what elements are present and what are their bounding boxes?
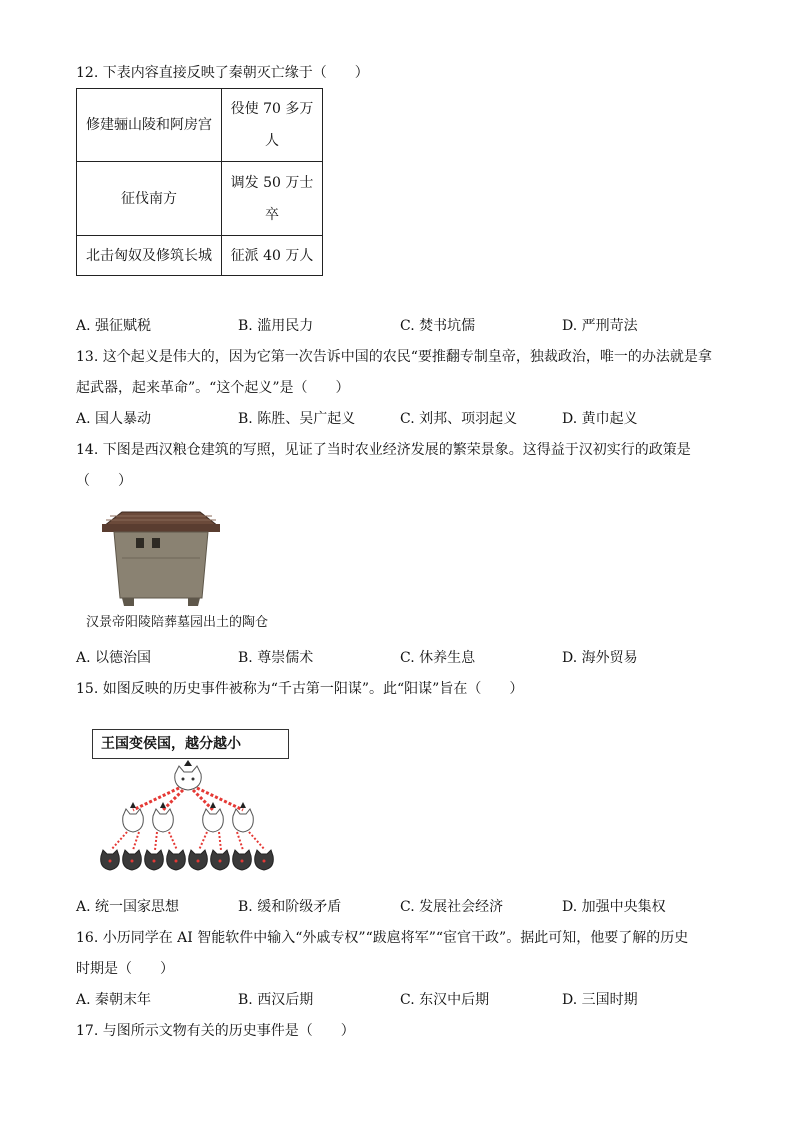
question-13-stem: 13. 这个起义是伟大的，因为它第一次告诉中国的农民“要推翻专制皇帝，独裁政治，唯一的办法就是拿 bbox=[76, 349, 712, 365]
table-cell: 征伐南方 bbox=[77, 162, 222, 236]
question-14-options bbox=[76, 648, 716, 668]
table-cell: 役使 70 多万 人 bbox=[222, 89, 323, 162]
question-12-options bbox=[76, 316, 716, 336]
granary-caption: 汉景帝阳陵陪葬墓园出土的陶仓 bbox=[86, 615, 269, 630]
option-a[interactable]: A. 统一国家思想 bbox=[76, 899, 180, 915]
option-d[interactable]: D. 严刑苛法 bbox=[562, 318, 638, 334]
question-15-options bbox=[76, 897, 716, 917]
option-c[interactable]: C. 发展社会经济 bbox=[400, 899, 504, 915]
option-c[interactable]: C. 刘邦、项羽起义 bbox=[400, 411, 518, 427]
option-a[interactable]: A. 秦朝末年 bbox=[76, 992, 152, 1008]
option-d[interactable]: D. 加强中央集权 bbox=[562, 899, 666, 915]
option-a[interactable]: A. 国人暴动 bbox=[76, 411, 152, 427]
option-a[interactable]: A. 强征赋税 bbox=[76, 318, 152, 334]
option-c[interactable]: C. 休养生息 bbox=[400, 650, 476, 666]
option-a[interactable]: A. 以德治国 bbox=[76, 650, 152, 666]
option-d[interactable]: D. 三国时期 bbox=[562, 992, 638, 1008]
question-16-stem: 16. 小历同学在 AI 智能软件中输入“外戚专权”“跋扈将军”“宦官干政”。据此可知，他要了解的历史 bbox=[76, 930, 689, 946]
question-17-stem: 17. 与图所示文物有关的历史事件是（ ） bbox=[76, 1023, 355, 1039]
table-cell: 调发 50 万士 卒 bbox=[222, 162, 323, 236]
option-b[interactable]: B. 缓和阶级矛盾 bbox=[238, 899, 342, 915]
option-b[interactable]: B. 滥用民力 bbox=[238, 318, 314, 334]
option-c[interactable]: C. 焚书坑儒 bbox=[400, 318, 476, 334]
table-cell: 修建骊山陵和阿房宫 bbox=[77, 89, 222, 162]
table-cell: 征派 40 万人 bbox=[222, 236, 323, 276]
option-c[interactable]: C. 东汉中后期 bbox=[400, 992, 490, 1008]
option-d[interactable]: D. 黄巾起义 bbox=[562, 411, 638, 427]
question-16-stem-cont: 时期是（ ） bbox=[76, 961, 174, 977]
option-b[interactable]: B. 西汉后期 bbox=[238, 992, 314, 1008]
option-b[interactable]: B. 尊崇儒术 bbox=[238, 650, 314, 666]
question-13-options bbox=[76, 409, 716, 429]
granary-photo bbox=[100, 506, 222, 608]
option-b[interactable]: B. 陈胜、吴广起义 bbox=[238, 411, 356, 427]
cartoon-illustration bbox=[95, 760, 280, 875]
question-14-stem: 14. 下图是西汉粮仓建筑的写照，见证了当时农业经济发展的繁荣景象。这得益于汉初实行的政策是 bbox=[76, 442, 691, 458]
question-12-stem: 12. 下表内容直接反映了秦朝灭亡缘于（ ） bbox=[76, 65, 369, 81]
table-cell: 北击匈奴及修筑长城 bbox=[77, 236, 222, 276]
king-cat-icon bbox=[175, 766, 201, 790]
cartoon-title: 王国变侯国，越分越小 bbox=[92, 729, 289, 759]
question-15-stem: 15. 如图反映的历史事件被称为“千古第一阳谋”。此“阳谋”旨在（ ） bbox=[76, 681, 524, 697]
question-14-stem-cont: （ ） bbox=[76, 473, 132, 489]
question-13-stem-cont: 起武器，起来革命”。“这个起义”是（ ） bbox=[76, 380, 350, 396]
option-d[interactable]: D. 海外贸易 bbox=[562, 650, 638, 666]
question-12-table bbox=[76, 88, 323, 276]
question-16-options bbox=[76, 990, 716, 1010]
